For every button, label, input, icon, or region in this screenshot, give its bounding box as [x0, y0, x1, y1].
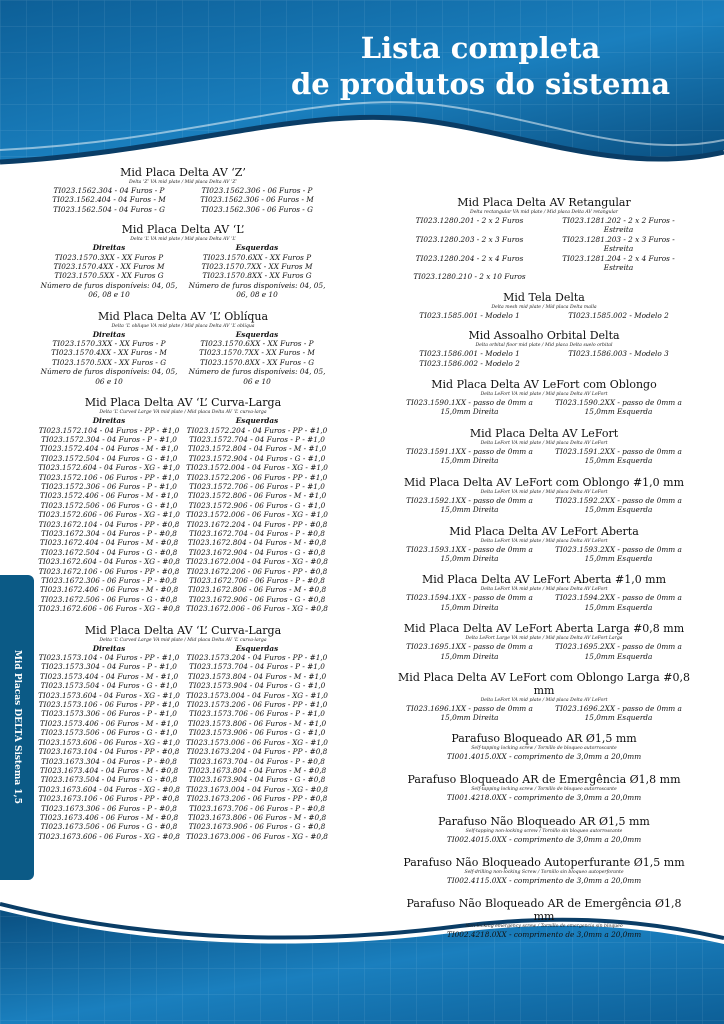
- product-code: TI023.1280.203 - 2 x 3 Furos: [415, 234, 524, 244]
- product-code: TI023.1672.504 - 04 Furos - G - #0,8: [40, 547, 178, 557]
- product-code-table: [398, 311, 690, 320]
- product-code: TI023.1572.006 - 06 Furos - XG - #1,0: [186, 510, 328, 520]
- sidebar-label: Mid Placas DELTA Sistema 1,5: [12, 650, 22, 804]
- product-subtitle: Self-tapping locking screw / Tornillo de bloqueo autorroscante: [471, 787, 617, 793]
- product-code: TI023.1673.804 - 04 Furos - M - #0,8: [187, 765, 327, 775]
- product-block: [398, 815, 690, 844]
- product-name: Mid Placa Delta AV LeFort: [469, 426, 619, 440]
- product-code: TI023.1570.4XX - XX Furos - M: [51, 348, 167, 358]
- product-code: Número de furos disponíveis: 04, 05, 06, 08 e 10: [40, 280, 178, 300]
- product-code: TI023.1592.2XX - passo de 0mm a 15,0mm Esquerda: [555, 495, 682, 515]
- product-code: TI023.1586.003 - Modelo 3: [568, 349, 669, 359]
- product-code: TI023.1570.8XX - XX Furos - G: [199, 357, 315, 367]
- right-column: [398, 196, 690, 940]
- product-name: Parafuso Não Bloqueado AR de Emergência Ø1,8 mm: [406, 897, 682, 924]
- product-code: TI023.1281.204 - 2 x 4 Furos - Estreita: [562, 253, 675, 273]
- product-code: TI023.1573.104 - 04 Furos - PP - #1,0: [38, 653, 180, 663]
- product-block: [398, 671, 690, 723]
- product-code: TI023.1562.306 - 06 Furos - G: [201, 204, 313, 214]
- product-code: TI023.1572.506 - 06 Furos - G - #1,0: [40, 500, 178, 510]
- product-code: TI023.1673.504 - 04 Furos - G - #0,8: [40, 775, 178, 785]
- product-code: TI023.1673.906 - 06 Furos - G - #0,8: [188, 822, 326, 832]
- column-header-left: Esquerdas: [235, 643, 279, 653]
- product-code: Número de furos disponíveis: 04, 05, 06 e 10: [188, 367, 326, 386]
- product-block: [398, 427, 690, 466]
- product-code: TI023.1570.5XX - XX Furos G: [54, 271, 164, 281]
- product-code: TI023.1572.604 - 04 Furos - XG - #1,0: [38, 463, 180, 473]
- product-code: TI023.1573.806 - 06 Furos - M - #1,0: [187, 718, 327, 728]
- product-code: TI023.1672.106 - 06 Furos - PP - #0,8: [38, 566, 180, 576]
- product-code: TI023.1672.704 - 04 Furos - P - #0,8: [189, 528, 325, 538]
- product-code: TI023.1672.206 - 06 Furos - PP - #0,8: [186, 566, 328, 576]
- product-block: [38, 223, 328, 299]
- product-name: Mid Placa Delta AV ‘L’ Curva-Larga: [84, 623, 282, 637]
- product-name: Mid Placa Delta AV LeFort com Oblongo Larga #0,8 mm: [398, 670, 690, 697]
- product-code: TI023.1672.706 - 06 Furos - P - #0,8: [189, 576, 325, 585]
- product-code: TI023.1570.6XX - XX Furos P: [202, 252, 312, 262]
- product-code-table: [398, 642, 690, 661]
- product-code: TI023.1591.1XX - passo de 0mm a 15,0mm Direita: [406, 446, 533, 466]
- product-code: TI023.1673.204 - 04 Furos - PP - #0,8: [186, 747, 328, 757]
- product-code: TI002.4218.0XX - comprimento de 3,0mm a 20,0mm: [446, 930, 642, 940]
- product-code: TI023.1673.104 - 04 Furos - PP - #0,8: [38, 747, 180, 757]
- product-code: TI023.1673.506 - 06 Furos - G - #0,8: [40, 822, 178, 832]
- product-code: TI023.1593.1XX - passo de 0mm a 15,0mm Direita: [406, 544, 533, 563]
- product-code: TI023.1570.5XX - XX Furos - G: [51, 357, 167, 367]
- product-code: TI023.1672.606 - 06 Furos - XG - #0,8: [38, 604, 180, 614]
- product-subtitle: Delta mesh mid plate / Mid placa Delta malla: [491, 304, 597, 310]
- product-code-table: [38, 644, 328, 842]
- product-code: TI023.1572.204 - 04 Furos - PP - #1,0: [186, 425, 328, 435]
- product-block: [398, 732, 690, 761]
- product-code: TI023.1673.604 - 04 Furos - XG - #0,8: [38, 784, 180, 794]
- product-code: TI023.1673.704 - 04 Furos - P - #0,8: [189, 756, 325, 766]
- product-subtitle: Non-locking emergency screw / Tornillo de emergencia sin bloqueo: [465, 924, 623, 930]
- product-code-table: [38, 416, 328, 614]
- product-subtitle: Delta LeFort VA mid plate / Mid placa Delta AV LeFort: [480, 392, 608, 398]
- product-code: TI023.1572.104 - 04 Furos - PP - #1,0: [38, 425, 180, 435]
- product-code: TI023.1573.704 - 04 Furos - P - #1,0: [189, 662, 325, 672]
- product-code: TI023.1562.404 - 04 Furos - M: [52, 195, 166, 205]
- product-code: TI023.1673.006 - 06 Furos - XG - #0,8: [186, 831, 328, 841]
- product-code: TI023.1585.001 - Modelo 1: [419, 310, 520, 320]
- product-code: TI023.1562.306 - 06 Furos - M: [200, 195, 314, 205]
- product-subtitle: Self-tapping non-locking screw / Tornillo sin bloqueo autorroscante: [465, 828, 623, 834]
- product-code: TI023.1673.606 - 06 Furos - XG - #0,8: [38, 831, 180, 841]
- product-code: TI023.1672.804 - 04 Furos - M - #0,8: [187, 538, 327, 548]
- product-code: TI023.1280.204 - 2 x 4 Furos: [415, 253, 524, 263]
- product-block: [38, 310, 328, 386]
- product-name: Mid Placa Delta AV ‘L’ Oblíqua: [97, 309, 269, 323]
- product-code: TI023.1586.001 - Modelo 1: [419, 349, 520, 359]
- product-code: TI023.1673.406 - 06 Furos - M - #0,8: [39, 812, 179, 822]
- product-code: TI023.1570.6XX - XX Furos - P: [200, 339, 314, 349]
- title-line-1: Lista completa: [360, 31, 601, 65]
- column-header-right: Direitas: [92, 643, 126, 653]
- product-code: TI023.1695.2XX - passo de 0mm a 15,0mm Esquerda: [555, 642, 682, 661]
- title-line-2: de produtos do sistema: [291, 67, 670, 101]
- product-subtitle: Delta rectangular VA mid plate / Mid placa Delta AV retangular: [470, 210, 618, 215]
- product-subtitle: Delta ‘L’ Curved Large VA mid plate / Mid placa Delta AV ‘L’ curva-larga: [99, 637, 267, 643]
- product-name: Parafuso Bloqueado AR de Emergência Ø1,8 mm: [407, 773, 681, 787]
- product-code: TI023.1572.704 - 04 Furos - P - #1,0: [189, 434, 325, 444]
- product-code: TI023.1570.7XX - XX Furos M: [201, 262, 313, 272]
- product-name: Mid Assoalho Orbital Delta: [468, 329, 620, 343]
- product-code: TI023.1672.806 - 06 Furos - M - #0,8: [187, 585, 327, 595]
- product-code: TI023.1590.2XX - passo de 0mm a 15,0mm Esquerda: [555, 398, 682, 417]
- product-code: TI023.1673.106 - 06 Furos - PP - #0,8: [38, 794, 180, 804]
- product-code: TI023.1573.906 - 06 Furos - G - #1,0: [188, 728, 326, 738]
- product-code: TI023.1672.906 - 06 Furos - G - #0,8: [188, 594, 326, 604]
- product-code: [547, 359, 690, 368]
- product-code: TI023.1570.3XX - XX Furos - P: [52, 339, 166, 349]
- product-code: TI023.1573.606 - 06 Furos - XG - #1,0: [38, 737, 180, 747]
- product-code: TI023.1573.406 - 06 Furos - M - #1,0: [39, 718, 179, 728]
- product-code: TI023.1673.206 - 06 Furos - PP - #0,8: [186, 794, 328, 804]
- product-subtitle: Delta ‘L’ Curved Large VA mid plate / Mid placa Delta AV ‘L’ curva-larga: [99, 410, 267, 416]
- product-code: TI023.1695.1XX - passo de 0mm a 15,0mm Direita: [406, 642, 533, 661]
- column-header-left: Esquerdas: [235, 329, 279, 339]
- product-code: TI023.1573.804 - 04 Furos - M - #1,0: [187, 671, 327, 681]
- product-subtitle: Delta LeFort VA mid plate / Mid placa Delta AV LeFort: [480, 538, 608, 544]
- product-block: [38, 624, 328, 842]
- product-code: TI023.1673.004 - 04 Furos - XG - #0,8: [186, 784, 328, 794]
- product-name: Mid Placa Delta AV LeFort Aberta Larga #0,8 mm: [403, 622, 685, 636]
- product-code: TI023.1562.306 - 06 Furos - P: [201, 186, 313, 195]
- product-code: TI023.1281.203 - 2 x 3 Furos - Estreita: [562, 234, 675, 254]
- product-code: TI023.1672.404 - 04 Furos - M - #0,8: [39, 538, 179, 548]
- product-code: TI023.1573.904 - 04 Furos - G - #1,0: [188, 681, 326, 691]
- product-code: TI023.1573.404 - 04 Furos - M - #1,0: [39, 671, 179, 681]
- product-code: Número de furos disponíveis: 04, 05, 06, 08 e 10: [188, 280, 326, 300]
- product-code: TI023.1572.904 - 04 Furos - G - #1,0: [188, 453, 326, 463]
- product-code: TI023.1572.004 - 04 Furos - XG - #1,0: [186, 463, 328, 473]
- product-block: [398, 897, 690, 939]
- product-subtitle: Delta ‘Z’ VA mid plate / Mid placa Delta AV ‘Z’: [128, 180, 238, 185]
- product-block: [398, 196, 690, 282]
- product-code: TI023.1673.706 - 06 Furos - P - #0,8: [189, 803, 325, 813]
- product-subtitle: Delta ‘L’ oblique VA mid plate / Mid placa Delta AV ‘L’ oblíqua: [111, 323, 255, 329]
- product-code-table: [38, 330, 328, 386]
- product-code: TI023.1573.204 - 04 Furos - PP - #1,0: [186, 653, 328, 663]
- product-subtitle: Delta LeFort VA mid plate / Mid placa Delta AV LeFort: [480, 440, 608, 446]
- product-code: TI023.1591.2XX - passo de 0mm a 15,0mm Esquerda: [555, 446, 682, 466]
- product-code-table: [398, 447, 690, 466]
- product-code: TI023.1573.604 - 04 Furos - XG - #1,0: [38, 690, 180, 700]
- product-name: Parafuso Não Bloqueado Autoperfurante Ø1,5 mm: [403, 855, 685, 869]
- product-code: TI023.1672.406 - 06 Furos - M - #0,8: [39, 585, 179, 595]
- product-block: [398, 378, 690, 417]
- product-code: TI023.1573.306 - 06 Furos - P - #1,0: [41, 709, 177, 719]
- product-block: [398, 773, 690, 802]
- product-code-table: [38, 243, 328, 299]
- product-subtitle: Delta ‘L’ VA mid plate / Mid placa Delta AV ‘L’: [130, 237, 236, 243]
- product-code: TI023.1672.506 - 06 Furos - G - #0,8: [40, 594, 178, 604]
- product-code: TI023.1672.006 - 06 Furos - XG - #0,8: [186, 604, 328, 614]
- column-header-right: Direitas: [92, 329, 126, 339]
- product-code-table: [38, 186, 328, 214]
- product-code: TI023.1573.706 - 06 Furos - P - #1,0: [189, 709, 325, 719]
- product-code: TI023.1594.1XX - passo de 0mm a 15,0mm Direita: [406, 593, 533, 612]
- product-code: TI023.1281.202 - 2 x 2 Furos - Estreita: [562, 216, 675, 235]
- product-subtitle: Self-drilling non-locking Screw / Tornillo sin bloqueo autoperforante: [464, 869, 624, 875]
- product-code-table: [398, 704, 690, 723]
- product-code: TI001.4218.0XX - comprimento de 3,0mm a 20,0mm: [446, 793, 642, 803]
- product-code: TI023.1590.1XX - passo de 0mm a 15,0mm Direita: [406, 398, 533, 417]
- product-block: [38, 166, 328, 214]
- product-name: Mid Placa Delta AV Retangular: [457, 196, 631, 209]
- product-code: TI023.1570.3XX - XX Furos P: [54, 252, 164, 262]
- product-block: [398, 573, 690, 612]
- product-code: TI023.1573.106 - 06 Furos - PP - #1,0: [38, 700, 180, 710]
- product-code: TI023.1673.904 - 04 Furos - G - #0,8: [188, 775, 326, 785]
- product-code: TI023.1572.304 - 04 Furos - P - #1,0: [41, 434, 177, 444]
- product-code: TI023.1673.306 - 06 Furos - P - #0,8: [41, 803, 177, 813]
- product-code-table: [398, 593, 690, 612]
- product-code: TI023.1673.304 - 04 Furos - P - #0,8: [41, 756, 177, 766]
- product-code: TI002.4115.0XX - comprimento de 3,0mm a 20,0mm: [446, 875, 642, 885]
- product-code: TI023.1573.206 - 06 Furos - PP - #1,0: [186, 700, 328, 710]
- product-code: TI023.1573.004 - 04 Furos - XG - #1,0: [186, 690, 328, 700]
- product-code: TI023.1672.604 - 04 Furos - XG - #0,8: [38, 557, 180, 567]
- product-code: TI023.1586.002 - Modelo 2: [419, 358, 520, 368]
- product-code: Número de furos disponíveis: 04, 05, 06 e 10: [40, 367, 178, 386]
- column-header-right: Direitas: [92, 243, 126, 253]
- product-code: TI023.1585.002 - Modelo 2: [568, 310, 669, 320]
- product-code: TI023.1572.406 - 06 Furos - M - #1,0: [39, 491, 179, 501]
- product-name: Mid Placa Delta AV LeFort Aberta #1,0 mm: [421, 573, 667, 587]
- product-code: [547, 272, 690, 281]
- product-code-table: [398, 349, 690, 368]
- product-code: TI023.1572.706 - 06 Furos - P - #1,0: [189, 481, 325, 491]
- product-code: TI023.1573.304 - 04 Furos - P - #1,0: [41, 662, 177, 672]
- product-code: TI023.1570.7XX - XX Furos - M: [199, 348, 315, 358]
- page-title: [291, 30, 670, 102]
- product-code: TI023.1696.2XX - passo de 0mm a 15,0mm Esquerda: [555, 703, 682, 723]
- product-subtitle: Delta LeFort VA mid plate / Mid placa Delta AV LeFort: [480, 697, 608, 703]
- product-code-table: [398, 398, 690, 417]
- product-code: TI023.1572.804 - 04 Furos - M - #1,0: [187, 444, 327, 454]
- product-name: Parafuso Bloqueado AR Ø1,5 mm: [451, 731, 637, 745]
- product-code: TI023.1572.106 - 06 Furos - PP - #1,0: [38, 472, 180, 482]
- product-code: TI023.1572.206 - 06 Furos - PP - #1,0: [186, 472, 328, 482]
- product-code: TI023.1696.1XX - passo de 0mm a 15,0mm Direita: [406, 703, 533, 723]
- product-subtitle: Delta LeFort VA mid plate / Mid placa Delta AV LeFort: [480, 489, 608, 495]
- product-name: Mid Placa Delta AV LeFort Aberta: [449, 524, 639, 538]
- product-code: TI023.1594.2XX - passo de 0mm a 15,0mm Esquerda: [555, 593, 682, 612]
- product-code: TI023.1673.404 - 04 Furos - M - #0,8: [39, 765, 179, 775]
- product-subtitle: Delta orbital floor mid plate / Mid placa Delta suelo orbital: [475, 343, 613, 349]
- product-subtitle: Delta LeFort Large VA mid plate / Mid placa Delta AV LeFort Larga: [465, 636, 623, 642]
- product-block: [398, 329, 690, 368]
- product-code: TI023.1672.306 - 06 Furos - P - #0,8: [41, 576, 177, 585]
- product-block: [398, 856, 690, 885]
- product-code: TI023.1572.906 - 06 Furos - G - #1,0: [188, 500, 326, 510]
- product-block: [398, 291, 690, 320]
- product-code: TI023.1562.504 - 04 Furos - G: [53, 204, 165, 214]
- product-code: TI002.4015.0XX - comprimento de 3,0mm a 20,0mm: [446, 834, 642, 844]
- left-column: [38, 166, 328, 841]
- product-code: TI023.1280.210 - 2 x 10 Furos: [413, 272, 526, 282]
- product-block: [38, 396, 328, 614]
- product-code: TI023.1570.4XX - XX Furos M: [53, 262, 165, 272]
- product-code: TI023.1572.806 - 06 Furos - M - #1,0: [187, 491, 327, 501]
- product-block: [398, 476, 690, 515]
- product-code: TI023.1573.506 - 06 Furos - G - #1,0: [40, 728, 178, 738]
- product-block: [398, 525, 690, 564]
- product-code: TI023.1562.304 - 04 Furos - P: [53, 186, 165, 195]
- product-name: Mid Placa Delta AV LeFort com Oblongo #1,0 mm: [403, 475, 685, 489]
- product-subtitle: Self-tapping locking screw / Tornillo de bloqueo autorroscante: [471, 745, 617, 751]
- product-code: TI023.1573.504 - 04 Furos - G - #1,0: [40, 681, 178, 691]
- product-code: TI023.1570.8XX - XX Furos G: [202, 271, 312, 281]
- column-header-left: Esquerdas: [235, 243, 279, 253]
- product-name: Parafuso Não Bloqueado AR Ø1,5 mm: [438, 814, 650, 828]
- product-code: TI023.1592.1XX - passo de 0mm a 15,0mm Direita: [406, 495, 533, 515]
- product-code: TI023.1572.404 - 04 Furos - M - #1,0: [39, 444, 179, 454]
- product-code: TI023.1672.204 - 04 Furos - PP - #0,8: [186, 519, 328, 529]
- product-code: TI023.1572.606 - 06 Furos - XG - #1,0: [38, 510, 180, 520]
- product-code: TI023.1573.006 - 06 Furos - XG - #1,0: [186, 737, 328, 747]
- product-name: Mid Tela Delta: [503, 290, 585, 304]
- product-name: Mid Placa Delta AV ‘L’: [121, 223, 245, 237]
- product-code: TI023.1672.104 - 04 Furos - PP - #0,8: [38, 519, 180, 529]
- product-name: Mid Placa Delta AV ‘Z’: [120, 166, 246, 179]
- product-code: TI023.1672.304 - 04 Furos - P - #0,8: [41, 528, 177, 538]
- product-code: TI023.1572.504 - 04 Furos - G - #1,0: [40, 453, 178, 463]
- product-code: TI023.1593.2XX - passo de 0mm a 15,0mm Esquerda: [555, 544, 682, 563]
- product-code-table: [398, 216, 690, 282]
- product-code: TI023.1572.306 - 06 Furos - P - #1,0: [41, 481, 177, 491]
- column-header-left: Esquerdas: [235, 416, 279, 426]
- product-code: TI023.1280.201 - 2 x 2 Furos: [415, 216, 524, 225]
- product-code-table: [398, 496, 690, 515]
- product-code: TI023.1672.904 - 04 Furos - G - #0,8: [188, 547, 326, 557]
- product-code: TI023.1672.004 - 04 Furos - XG - #0,8: [186, 557, 328, 567]
- product-name: Mid Placa Delta AV LeFort com Oblongo: [431, 378, 657, 392]
- product-block: [398, 622, 690, 661]
- product-code-table: [398, 545, 690, 564]
- product-code: TI023.1673.806 - 06 Furos - M - #0,8: [187, 812, 327, 822]
- product-code: TI001.4015.0XX - comprimento de 3,0mm a 20,0mm: [446, 751, 642, 761]
- product-subtitle: Delta LeFort VA mid plate / Mid placa Delta AV LeFort: [480, 587, 608, 593]
- column-header-right: Direitas: [92, 416, 126, 426]
- product-name: Mid Placa Delta AV ‘L’ Curva-Larga: [84, 396, 282, 410]
